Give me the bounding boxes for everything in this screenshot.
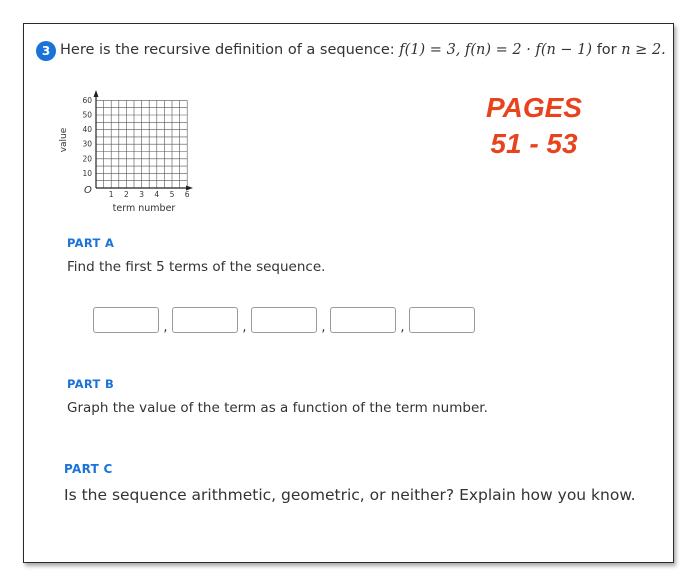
prompt-text: Here is the recursive definition of a sequence: bbox=[60, 42, 395, 58]
term-1-input[interactable] bbox=[93, 307, 159, 333]
term-4-input[interactable] bbox=[330, 307, 396, 333]
y-axis-arrow bbox=[94, 90, 99, 97]
x-axis-label: term number bbox=[112, 203, 176, 214]
part-a-answers bbox=[93, 307, 475, 333]
x-tick-label: 5 bbox=[169, 190, 175, 199]
part-a-text: Find the first 5 terms of the sequence. bbox=[67, 259, 326, 275]
y-tick-label: 20 bbox=[82, 154, 92, 164]
part-a-label: PART A bbox=[67, 236, 115, 250]
grid-lines bbox=[96, 100, 187, 188]
coordinate-grid[interactable] bbox=[56, 86, 196, 216]
part-c-text: Is the sequence arithmetic, geometric, or neither? Explain how you know. bbox=[64, 486, 636, 504]
y-tick-labels bbox=[82, 96, 92, 178]
part-b-label: PART B bbox=[67, 377, 115, 391]
part-c-label: PART C bbox=[64, 462, 113, 476]
formula-condition: n ≥ 2. bbox=[621, 42, 666, 58]
x-tick-label: 1 bbox=[108, 190, 114, 199]
formula-fn: f(n) = 2 · f(n − 1) bbox=[465, 42, 593, 58]
y-tick-label: 50 bbox=[82, 110, 92, 120]
pages-note bbox=[454, 90, 614, 162]
separator: , bbox=[321, 320, 326, 335]
separator: , bbox=[400, 320, 405, 335]
origin-label: O bbox=[84, 185, 92, 196]
term-2-input[interactable] bbox=[172, 307, 238, 333]
term-5-input[interactable] bbox=[409, 307, 475, 333]
separator: , bbox=[242, 320, 247, 335]
question-number-badge: 3 bbox=[36, 41, 56, 61]
x-tick-label: 2 bbox=[124, 190, 129, 199]
separator: , bbox=[163, 320, 168, 335]
y-tick-label: 40 bbox=[82, 125, 92, 135]
y-tick-label: 60 bbox=[82, 95, 92, 105]
pages-note-line2: 51 - 53 bbox=[490, 128, 578, 159]
x-tick-label: 4 bbox=[154, 190, 160, 199]
term-3-input[interactable] bbox=[251, 307, 317, 333]
pages-note-line1: PAGES bbox=[486, 92, 582, 123]
question-prompt bbox=[60, 42, 666, 58]
y-axis-label: value bbox=[59, 127, 69, 153]
question-card bbox=[23, 23, 674, 563]
formula-for: for bbox=[596, 42, 617, 58]
x-tick-label: 3 bbox=[139, 190, 144, 199]
formula-f1: f(1) = 3, bbox=[399, 42, 461, 58]
y-tick-label: 30 bbox=[82, 139, 92, 149]
x-tick-labels bbox=[109, 190, 190, 199]
y-tick-label: 10 bbox=[82, 168, 92, 178]
x-tick-label: 6 bbox=[184, 190, 190, 199]
part-b-text: Graph the value of the term as a function of the term number. bbox=[67, 400, 488, 416]
